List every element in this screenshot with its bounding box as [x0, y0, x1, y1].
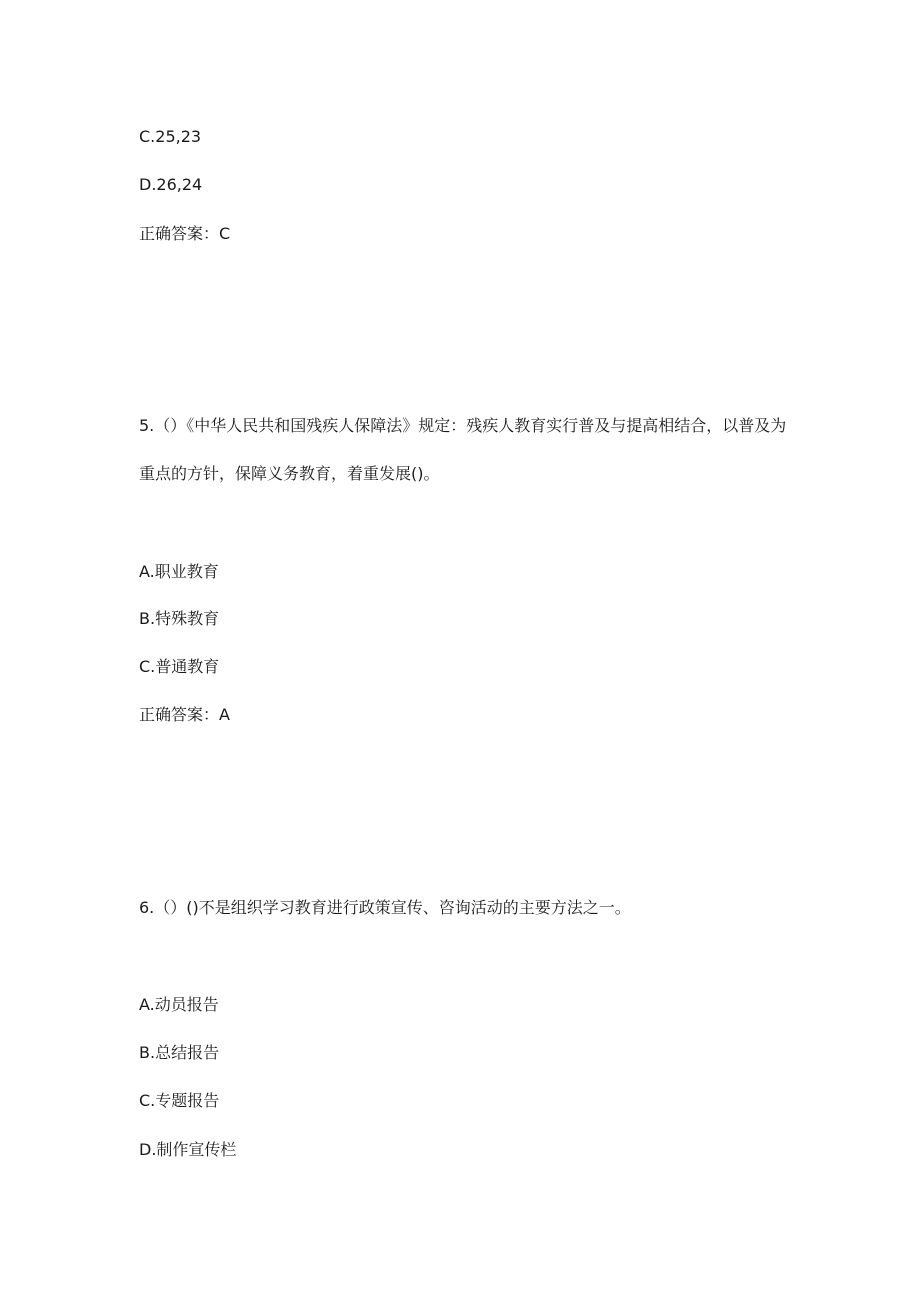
q5-answer: 正确答案：A — [139, 705, 230, 724]
q5-option-b: B.特殊教育 — [139, 609, 220, 628]
q6-option-d: D.制作宣传栏 — [139, 1140, 237, 1159]
q4-option-c: C.25,23 — [139, 127, 202, 146]
q6-option-a: A.动员报告 — [139, 995, 219, 1014]
q5-option-a: A.职业教育 — [139, 562, 219, 581]
q5-question: 5.（）《中华人民共和国残疾人保障法》规定：残疾人教育实行普及与提高相结合，以普及为重点的方针，保障义务教育，着重发展()。 — [139, 416, 787, 483]
q6-option-b: B.总结报告 — [139, 1043, 220, 1062]
q4-answer: 正确答案：C — [139, 224, 231, 243]
q4-option-d: D.26,24 — [139, 175, 203, 194]
q6-question: 6.（）()不是组织学习教育进行政策宣传、咨询活动的主要方法之一。 — [139, 898, 631, 917]
q6-option-c: C.专题报告 — [139, 1091, 220, 1110]
q5-option-c: C.普通教育 — [139, 657, 220, 676]
